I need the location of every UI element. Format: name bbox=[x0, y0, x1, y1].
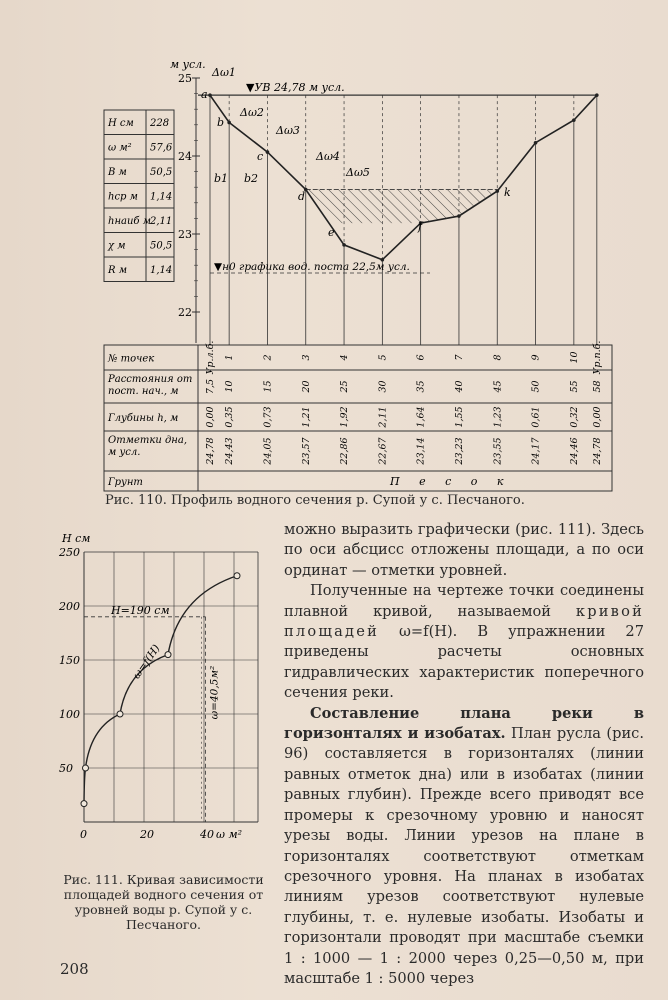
x-tick-label-111: 20 bbox=[140, 828, 154, 841]
ground-label: П е с о к bbox=[390, 475, 512, 488]
param-name: H см bbox=[108, 118, 134, 129]
table-cell: 15 bbox=[262, 380, 274, 393]
hatched-polygon bbox=[306, 190, 498, 224]
table-cell: 10 bbox=[568, 351, 580, 364]
table-cell: 24,78 bbox=[205, 437, 216, 465]
y-ticks bbox=[178, 72, 200, 319]
y-tick-label: 23 bbox=[178, 228, 192, 241]
hatched-area bbox=[306, 190, 498, 224]
table-cell: 0,32 bbox=[568, 406, 580, 428]
x-tick-label-111: 0 bbox=[80, 828, 87, 841]
table-row-label: м усл. bbox=[108, 447, 141, 458]
y-tick-label-111: 150 bbox=[59, 654, 80, 667]
b1-label: b1 bbox=[214, 172, 229, 185]
table-cell: 7,5 bbox=[205, 378, 216, 395]
riverbed-profile bbox=[208, 93, 598, 261]
param-name: ω м² bbox=[108, 142, 132, 154]
table-cell: 1,21 bbox=[300, 406, 312, 428]
table-cell: 24,05 bbox=[262, 437, 274, 465]
y-tick-label: 25 bbox=[178, 72, 192, 85]
table-row-label: Глубины h, м bbox=[108, 413, 179, 424]
profile-point bbox=[595, 93, 599, 97]
table-cell: 45 bbox=[492, 380, 504, 393]
profile-point bbox=[208, 93, 212, 97]
table-cell: 6 bbox=[415, 354, 427, 361]
table-cell: 23,55 bbox=[492, 437, 504, 465]
table-cell: 0,00 bbox=[205, 406, 216, 428]
param-value: 1,14 bbox=[150, 191, 173, 203]
measurement-table bbox=[104, 341, 612, 491]
y-tick-label: 22 bbox=[178, 306, 192, 319]
param-name: χ м bbox=[108, 240, 126, 252]
y-tick-label-111: 50 bbox=[59, 762, 73, 775]
table-cell: 10 bbox=[224, 380, 236, 393]
x-axis-label-111: ω м² bbox=[216, 828, 242, 841]
table-cell: 2,11 bbox=[377, 406, 389, 428]
table-cell: 8 bbox=[492, 354, 504, 361]
table-cell: 24,43 bbox=[224, 437, 236, 465]
table-cell: 23,14 bbox=[415, 437, 427, 465]
y-tick-label-111: 100 bbox=[59, 708, 80, 721]
table-cell: 1,92 bbox=[339, 406, 351, 428]
table-cell: 5 bbox=[377, 354, 389, 361]
table-cell: 0,35 bbox=[224, 406, 236, 428]
table-cell: 24,17 bbox=[530, 437, 542, 465]
profile-point bbox=[266, 150, 270, 154]
table-cell: 3 bbox=[300, 354, 312, 361]
profile-point bbox=[534, 141, 538, 145]
table-cell: 7 bbox=[453, 354, 465, 361]
table-cell: 1,55 bbox=[453, 406, 465, 428]
table-cell: 58 bbox=[591, 380, 603, 393]
b2-label: b2 bbox=[244, 172, 259, 185]
table-row-label: Отметки дна, bbox=[108, 435, 188, 446]
profile-point bbox=[572, 118, 576, 122]
param-value: 57,6 bbox=[150, 142, 173, 154]
table-cell: 22,67 bbox=[377, 437, 389, 465]
point-letter: e bbox=[328, 226, 335, 239]
table-cell: 40 bbox=[453, 380, 465, 393]
table-cell: 1 bbox=[224, 354, 236, 361]
param-value: 1,14 bbox=[150, 265, 173, 276]
y-tick-label-111: 250 bbox=[59, 546, 80, 559]
table-cell: Ур.п.б. bbox=[591, 340, 603, 375]
y-tick-label-111: 200 bbox=[59, 600, 80, 613]
point-letter: a bbox=[201, 88, 208, 101]
table-row-label: Расстояния от bbox=[108, 374, 193, 385]
x-tick-label-111: 40 bbox=[200, 828, 214, 841]
point-letter: f bbox=[418, 220, 423, 233]
table-cell: 23,57 bbox=[300, 437, 312, 465]
profile-labels bbox=[201, 66, 511, 273]
table-cell: 0,00 bbox=[591, 406, 603, 428]
term-spaced: кривой площадей bbox=[284, 602, 644, 641]
point-letter: b bbox=[217, 116, 225, 129]
omega-annotation-text: ω=40,5м² bbox=[208, 665, 221, 720]
param-value: 50,5 bbox=[150, 240, 173, 252]
table-cell: 55 bbox=[568, 380, 580, 393]
table-cell: 22,86 bbox=[339, 437, 351, 465]
paragraph-2: Полученные на чертеже точки соединены плавной кривой, называемой кривой площадей ω=f(H). В упражнении 27 приведены расчеты основных гидравлических характеристик поперечного сечения реки. bbox=[284, 582, 644, 702]
paragraph-1: можно выразить графически (рис. 111). Здесь по оси абсцисс отложены площади, а по оси ординат — отметки уровней. bbox=[284, 521, 644, 579]
profile-line bbox=[210, 95, 597, 260]
param-value: 228 bbox=[150, 118, 170, 129]
paragraph-3: Составление плана реки в горизонталях и изобатах. План русла (рис. 96) составляется в горизонталях (линии равных отметок дна) или в изобатах (линии равных глубин). Прежде всего приводят все промеры к срезочному уровню и наносят урезы воды. Линии урезов на плане в горизонталях соответствуют отметкам срезочного уровня. На планах в изобатах линиям урезов соответствуют нулевые глубины, т. е. нулевые изобаты. Изобаты и горизонтали проводят при масштабе съемки 1 : 1000 — 1 : 2000 через 0,25—0,50 м, при масштабе 1 : 5000 через bbox=[284, 704, 644, 987]
zero-label: ▼н0 графика вод. поста 22,5м усл. bbox=[214, 261, 410, 273]
y-axis-label-111: H см bbox=[62, 532, 91, 545]
table-cell: 0,61 bbox=[530, 406, 542, 428]
curve-label: ω=f(H) bbox=[130, 642, 163, 682]
parameters-table bbox=[104, 110, 174, 282]
y-tick-label: 24 bbox=[178, 150, 192, 163]
profile-point bbox=[227, 121, 231, 125]
page-number: 208 bbox=[60, 960, 89, 978]
table-row-label: Грунт bbox=[108, 477, 143, 488]
table-row-label: № точек bbox=[108, 353, 155, 365]
table-cell: 23,23 bbox=[453, 437, 465, 465]
table-cell: 1,23 bbox=[492, 406, 504, 428]
delta-omega-label: Δω5 bbox=[346, 166, 370, 179]
point-letter: c bbox=[257, 150, 264, 163]
table-cell: 24,78 bbox=[591, 437, 603, 465]
uv-label: ▼УВ 24,78 м усл. bbox=[246, 81, 345, 95]
table-cell: 24,46 bbox=[568, 437, 580, 465]
table-cell: 4 bbox=[339, 354, 351, 361]
table-row-label: пост. нач., м bbox=[108, 386, 179, 397]
h-annotation-text: H=190 см bbox=[111, 603, 170, 617]
param-name: R м bbox=[108, 265, 127, 276]
figure-110-caption: Рис. 110. Профиль водного сечения р. Супой у с. Песчаного. bbox=[105, 493, 525, 508]
param-name: hср м bbox=[108, 191, 138, 203]
delta-omega-label: Δω2 bbox=[240, 106, 264, 119]
point-letter: d bbox=[298, 190, 306, 203]
y-axis-unit: м усл. bbox=[170, 58, 206, 71]
table-cell: 2 bbox=[262, 354, 274, 361]
param-value: 2,11 bbox=[150, 216, 173, 227]
table-cell: 0,73 bbox=[262, 406, 274, 428]
table-cell: Ур.л.б. bbox=[205, 340, 216, 375]
delta-omega-label: Δω3 bbox=[276, 124, 300, 137]
param-value: 50,5 bbox=[150, 167, 173, 178]
table-cell: 25 bbox=[339, 380, 351, 393]
body-text bbox=[284, 520, 644, 989]
delta-omega-label: Δω1 bbox=[212, 66, 236, 79]
table-cell: 50 bbox=[530, 380, 542, 393]
table-cell: 9 bbox=[530, 354, 542, 361]
section-heading: Составление плана реки в горизонталях и изобатах. bbox=[284, 704, 644, 743]
figure-111-caption: Рис. 111. Кривая зависимости площадей водного сечения от уровней воды р. Супой у с. Песчаного. bbox=[63, 872, 264, 932]
profile-point bbox=[342, 243, 346, 247]
param-name: B м bbox=[108, 167, 127, 178]
table-cell: 30 bbox=[377, 380, 389, 393]
profile-point bbox=[495, 189, 499, 193]
table-cell: 1,64 bbox=[415, 406, 427, 428]
table-cell: 20 bbox=[300, 380, 312, 393]
delta-omega-label: Δω4 bbox=[316, 150, 340, 163]
point-letter: k bbox=[504, 186, 511, 199]
profile-point bbox=[457, 214, 461, 218]
table-cell: 35 bbox=[415, 380, 427, 393]
param-name: hнаиб м bbox=[108, 216, 152, 227]
